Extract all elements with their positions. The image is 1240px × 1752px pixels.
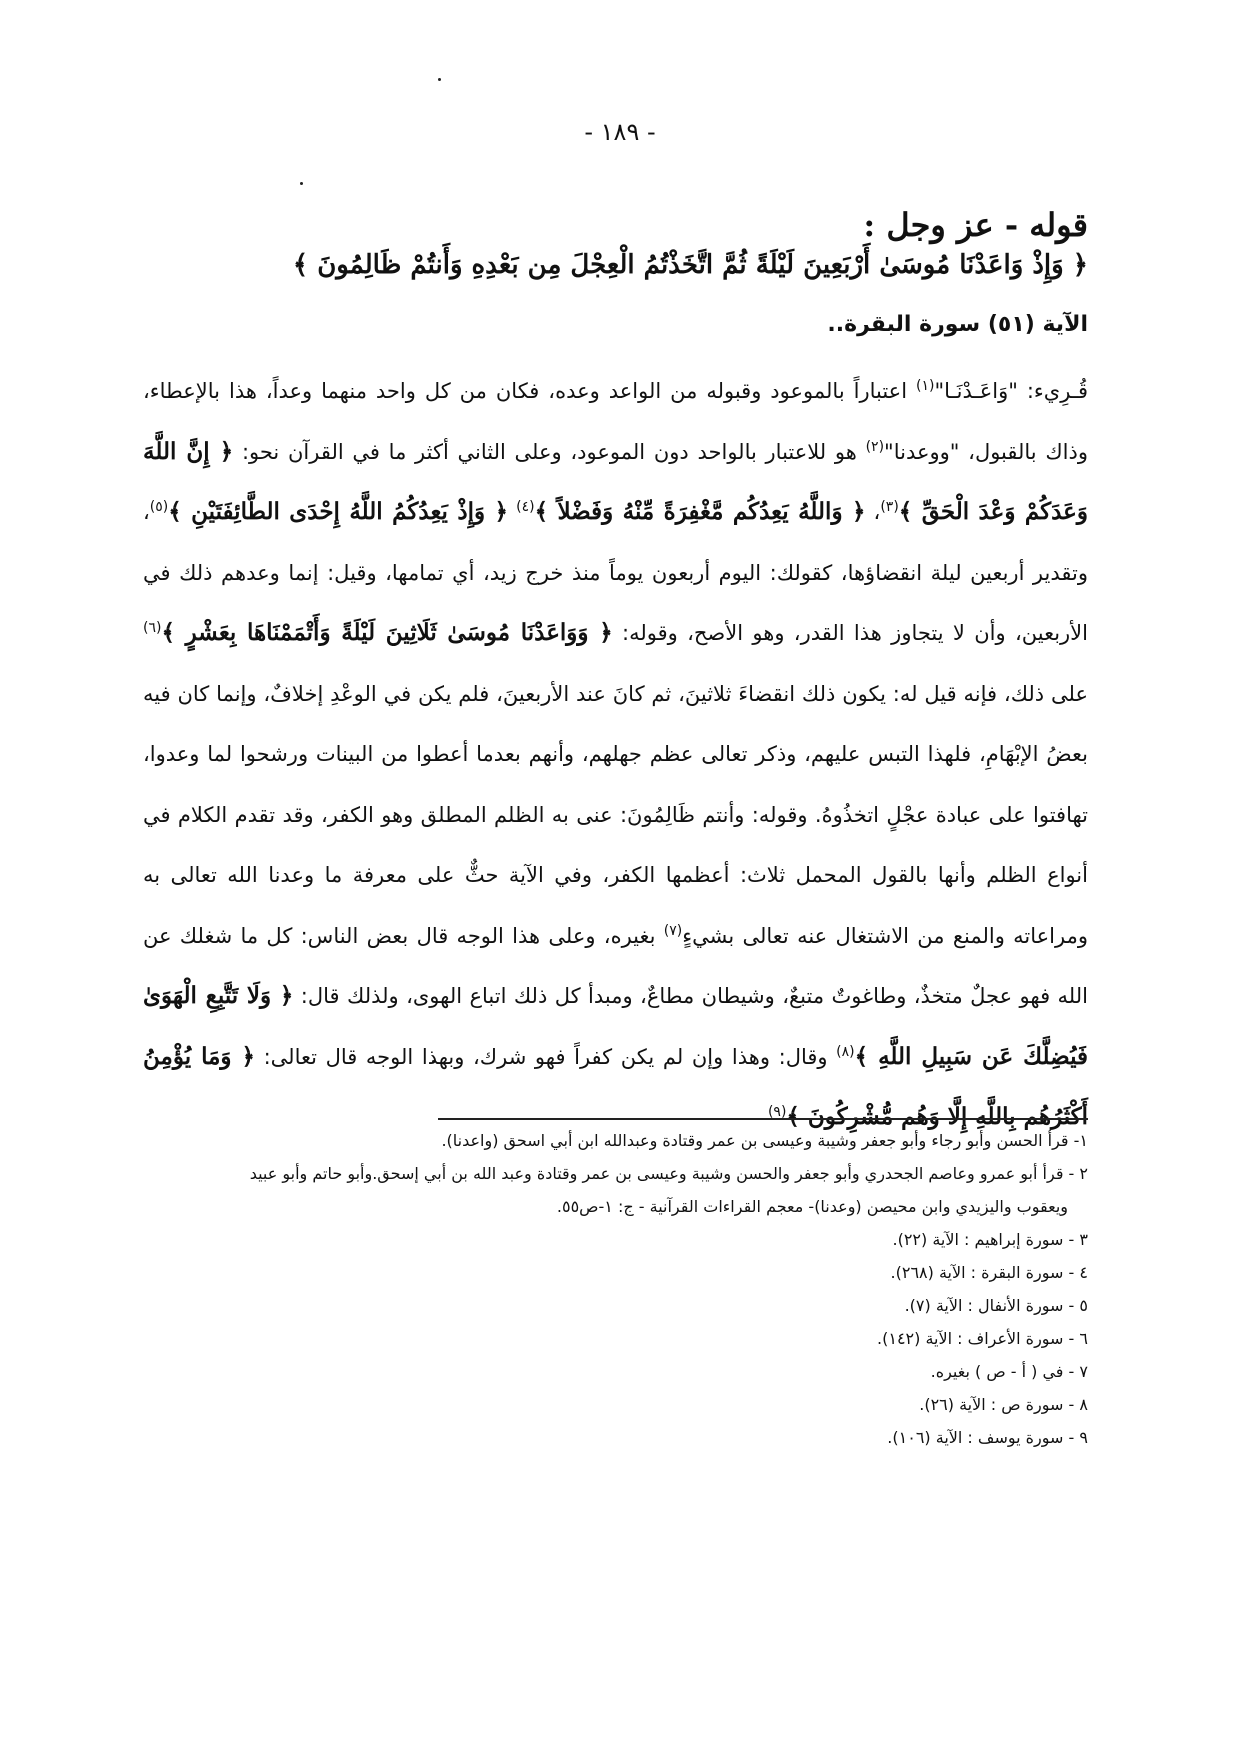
- footnote-item: ٦ - سورة الأعراف : الآية (١٤٢).: [877, 1329, 1088, 1348]
- quran-quote: ﴿ وَوَاعَدْنَا مُوسَىٰ ثَلَاثِينَ لَيْلَةً وَأَتْمَمْنَاهَا بِعَشْرٍ ﴾: [161, 619, 613, 646]
- footnote-item: ٨ - سورة ص : الآية (٢٦).: [919, 1395, 1088, 1414]
- scan-speck: [438, 78, 441, 81]
- footnotes-list: [128, 1124, 1088, 1454]
- body-text: قُـرِيء: "وَاعَـدْنَـا": [934, 379, 1088, 403]
- quran-quote: ﴿ إِنَّ اللَّهَ وَعَدَكُمْ وَعْدَ الْحَقِّ ﴾: [143, 437, 1089, 525]
- footnote-marker: (١): [916, 378, 935, 394]
- footnote-marker: (٦): [143, 620, 162, 636]
- section-heading: قوله - عز وجل :: [863, 206, 1088, 244]
- body-text: اعتباراً بالموعود وقبوله من الواعد وعده، فكان من كل واحد منهما وعداً، هذا بالإعطاء، وذاك بالقبول، "ووعدنا": [143, 379, 1089, 464]
- scan-speck: [300, 182, 303, 185]
- quran-quote: ﴿ وَإِذْ يَعِدُكُمُ اللَّهُ إِحْدَى الطَّائِفَتَيْنِ ﴾: [168, 498, 508, 525]
- body-text: ، وتقدير أربعين ليلة انقضاؤها، كقولك: اليوم أربعون يوماً منذ خرج زيد، أي تمامها، وقيل: إنما وعدهم ذلك في الأربعين، وأن لا يتجاوز هذا القدر، وهو الأصح، وقوله:: [143, 500, 1088, 645]
- quran-quote: ﴿ وَاللَّهُ يَعِدُكُم مَّغْفِرَةً مِّنْهُ وَفَضْلاً ﴾: [534, 498, 866, 525]
- body-text: بغيره، وعلى هذا الوجه قال بعض الناس: كل ما شغلك عن الله فهو عجلٌ متخذٌ، وطاغوتٌ متبعٌ، وشيطان مطاعٌ، ومبدأ كل ذلك اتباع الهوى، ولذلك قال:: [143, 923, 1088, 1008]
- commentary-paragraph: [143, 361, 1088, 1148]
- footnote-marker: (٩): [767, 1104, 787, 1120]
- footnote-marker: (٢): [865, 438, 885, 455]
- body-text: هو للاعتبار بالواحد دون الموعود، وعلى الثاني أكثر ما في القرآن نحو:: [233, 439, 866, 464]
- ayah-reference: الآية (٥١) سورة البقرة..: [827, 312, 1088, 337]
- page-number: - ١٨٩ -: [584, 118, 656, 146]
- footnote-item: ٣ - سورة إبراهيم : الآية (٢٢).: [892, 1230, 1088, 1249]
- footnote-item: ١- قرأ الحسن وأبو رجاء وأبو جعفر وشيبة وعيسى بن عمر وقتادة وعبدالله ابن أبي اسحق (واعدنا).: [441, 1131, 1088, 1150]
- footnote-item: ٢ - قرأ أبو عمرو وعاصم الجحدري وأبو جعفر والحسن وشيبة وعيسى بن عمر وقتادة وعبد الله بن أبي إسحق.وأبو حاتم وأبو عبيد: [249, 1164, 1088, 1183]
- body-text: وقال: وهذا وإن لم يكن كفراً فهو شرك، وبهذا الوجه قال تعالى:: [254, 1044, 837, 1069]
- quran-quote: ﴿ وَمَا يُؤْمِنُ أَكْثَرُهُم بِاللَّهِ إِلَّا وَهُم مُّشْرِكُونَ ﴾: [143, 1042, 1088, 1130]
- footnote-item: ويعقوب واليزيدي وابن محيصن (وعدنا)- معجم القراءات القرآنية - ج: ١-ص٥٥.: [556, 1197, 1068, 1216]
- footnote-marker: (٥): [149, 499, 169, 515]
- body-text: ،: [865, 500, 881, 524]
- body-text: [508, 500, 516, 524]
- footnote-marker: (٤): [516, 499, 535, 515]
- main-content: [143, 205, 1088, 1148]
- quran-verse-main: ﴿ وَإِذْ وَاعَدْنَا مُوسَىٰ أَرْبَعِينَ لَيْلَةً ثُمَّ اتَّخَذْتُمُ الْعِجْلَ مِن بَعْدِهِ وَأَنتُمْ ظَالِمُونَ ﴾: [292, 250, 1088, 280]
- quran-quote: ﴿ وَلَا تَتَّبِعِ الْهَوَىٰ فَيُضِلَّكَ عَن سَبِيلِ اللَّهِ ﴾: [143, 982, 1089, 1070]
- footnote-item: ٤ - سورة البقرة : الآية (٢٦٨).: [890, 1263, 1088, 1282]
- footnote-marker: (٧): [663, 922, 683, 939]
- footnote-marker: (٣): [880, 499, 899, 515]
- body-text: على ذلك، فإنه قيل له: يكون ذلك انقضاءَ ثلاثينَ، ثم كانَ عند الأربعينَ، فلم يكن في الوعْدِ إخلافٌ، وإنما كان فيه بعضُ الإبْهَامِ، فلهذا التبس عليهم، وذكر تعالى عظم جهلهم، وأنهم بعدما أعطوا من البينات ورشحوا لما وعدوا، تهافتوا على عبادة عجْلٍ اتخذُوهُ. وقوله: وأنتم ظَالِمُونَ: عنى به الظلم المطلق وهو الكفر، وقد تقدم الكلام في أنواع الظلم وأنها بالقول المحمل ثلاث: أعظمها الكفر، وفي الآية حثٌّ على معرفة ما وعدنا الله تعالى به ومراعاته والمنع من الاشتغال عنه تعالى بشيءٍ: [143, 681, 1088, 948]
- footnote-item: ٥ - سورة الأنفال : الآية (٧).: [904, 1296, 1088, 1315]
- footnote-marker: (٨): [836, 1043, 855, 1060]
- footnote-separator: [438, 1118, 1088, 1120]
- footnote-item: ٧ - في ( أ - ص ) بغيره.: [930, 1362, 1088, 1381]
- footnote-item: ٩ - سورة يوسف : الآية (١٠٦).: [887, 1428, 1088, 1447]
